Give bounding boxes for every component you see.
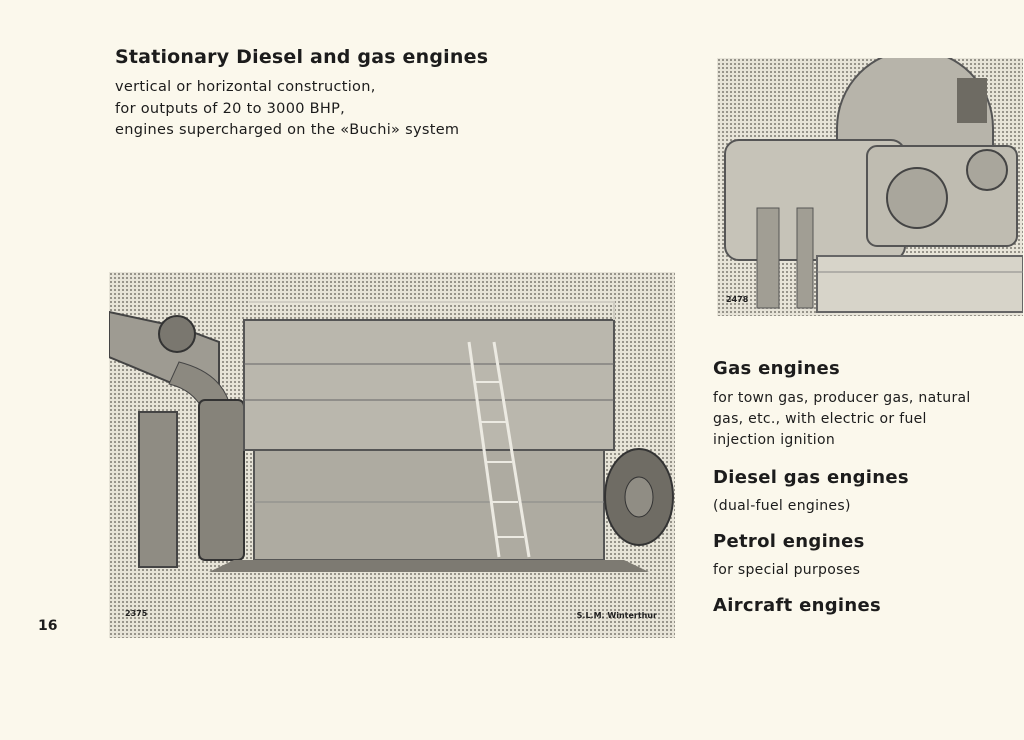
intro-line-2: for outputs of 20 to 3000 BHP, <box>115 100 346 117</box>
gas-engine-photo <box>717 58 1023 316</box>
intro-line-3: engines supercharged on the «Buchi» system <box>115 122 460 138</box>
gas-engines-line-3: injection ignition <box>713 432 835 448</box>
intro-line-1: vertical or horizontal construction, <box>115 79 376 95</box>
diesel-engine-photo <box>109 272 675 638</box>
diesel-gas-engines-title: Diesel gas engines <box>713 467 909 488</box>
diesel-engine-illustration <box>109 272 675 638</box>
gas-engines-line-1: for town gas, producer gas, natural <box>713 390 971 406</box>
petrol-engines-line-1: for special purposes <box>713 562 861 578</box>
gas-engine-illustration <box>717 58 1023 316</box>
heading-block <box>115 46 488 142</box>
aircraft-engines-title: Aircraft engines <box>713 595 881 616</box>
section-petrol-engines <box>713 531 1013 581</box>
page-title: Stationary Diesel and gas engines <box>115 46 489 68</box>
large-photo-number: 2375 <box>125 609 148 618</box>
petrol-engines-title: Petrol engines <box>713 531 865 552</box>
page-number: 16 <box>38 618 58 634</box>
photo-credit: S.L.M. Winterthur <box>576 611 657 620</box>
section-diesel-gas-engines <box>713 467 1013 517</box>
gas-engines-line-2: gas, etc., with electric or fuel <box>713 411 927 427</box>
section-gas-engines <box>713 358 1013 451</box>
small-photo-number: 2478 <box>726 295 749 304</box>
engine-types-list <box>713 358 1013 616</box>
diesel-gas-engines-line-1: (dual-fuel engines) <box>713 498 851 514</box>
gas-engines-title: Gas engines <box>713 358 841 379</box>
section-aircraft-engines <box>713 595 1013 616</box>
